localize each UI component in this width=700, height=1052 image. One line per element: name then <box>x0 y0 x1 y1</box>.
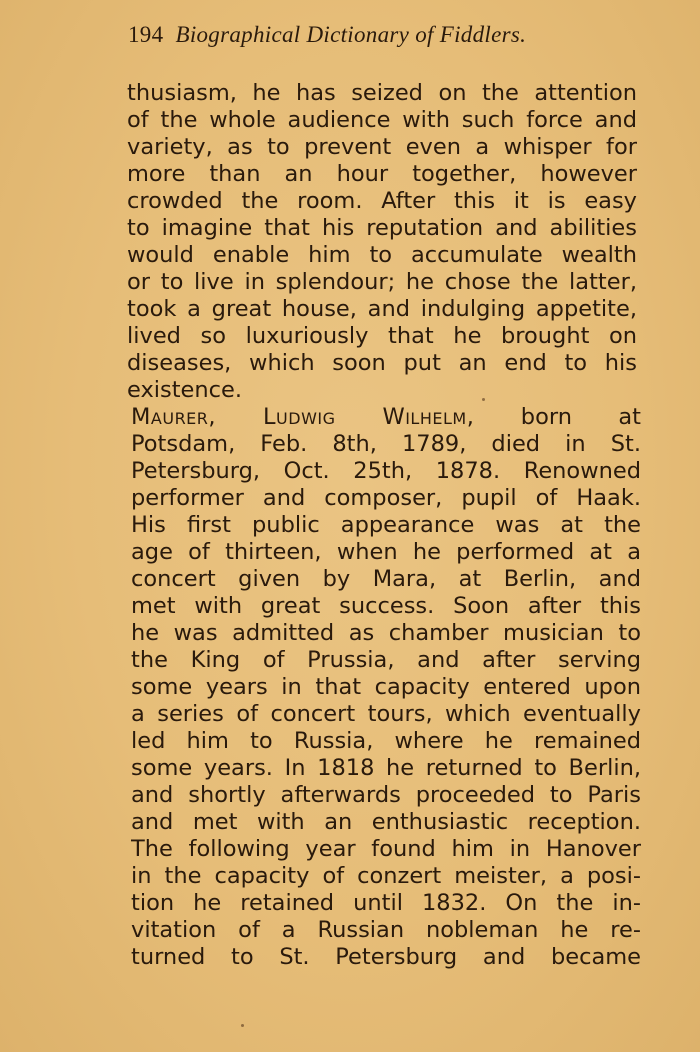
text-line: some years in that capacity entered upon <box>131 674 641 700</box>
text-line: led him to Russia, where he remained <box>131 728 641 754</box>
text-line: crowded the room. After this it is easy <box>127 188 637 214</box>
text-line: existence. <box>127 377 243 403</box>
text-line: a series of concert tours, which eventually <box>131 701 641 727</box>
text-line: age of thirteen, when he performed at a <box>131 539 641 565</box>
text-line: and shortly afterwards proceeded to Paris <box>131 782 641 808</box>
text-line: His first public appearance was at the <box>131 512 641 538</box>
entry-first-line-rest: born at <box>474 404 641 430</box>
entry-heading-line <box>131 402 641 432</box>
text-line: of the whole audience with such force and <box>127 107 637 133</box>
text-line: Potsdam, Feb. 8th, 1789, died in St. <box>131 431 641 457</box>
paper-speck <box>482 398 485 401</box>
paper-speck <box>241 1024 244 1027</box>
text-line: The following year found him in Hanover <box>131 836 641 862</box>
text-line: thusiasm, he has seized on the attention <box>127 80 637 106</box>
text-line: more than an hour together, however <box>127 161 637 187</box>
entry-name: Maurer, Ludwig Wilhelm, <box>131 404 475 430</box>
text-line: in the capacity of conzert meister, a posi- <box>131 863 641 889</box>
running-title: Biographical Dictionary of Fiddlers. <box>175 22 527 47</box>
text-line: diseases, which soon put an end to his <box>127 350 637 376</box>
text-line: Petersburg, Oct. 25th, 1878. Renowned <box>131 458 641 484</box>
text-line: and met with an enthusiastic reception. <box>131 809 641 835</box>
text-line: variety, as to prevent even a whisper for <box>127 134 637 160</box>
text-line: took a great house, and indulging appetite, <box>127 296 637 322</box>
text-line: to imagine that his reputation and abilities <box>127 215 637 241</box>
text-line: lived so luxuriously that he brought on <box>127 323 637 349</box>
text-line: tion he retained until 1832. On the in- <box>131 890 641 916</box>
running-head <box>128 22 526 48</box>
text-line: met with great success. Soon after this <box>131 593 641 619</box>
text-line: performer and composer, pupil of Haak. <box>131 485 641 511</box>
text-line: vitation of a Russian nobleman he re- <box>131 917 641 943</box>
page-number: 194 <box>128 22 164 47</box>
text-line: turned to St. Petersburg and became <box>131 944 641 970</box>
text-line: concert given by Mara, at Berlin, and <box>131 566 641 592</box>
text-line: would enable him to accumulate wealth <box>127 242 637 268</box>
text-line: he was admitted as chamber musician to <box>131 620 641 646</box>
text-line: or to live in splendour; he chose the latter, <box>127 269 637 295</box>
text-line: some years. In 1818 he returned to Berlin, <box>131 755 641 781</box>
text-line: the King of Prussia, and after serving <box>131 647 641 673</box>
